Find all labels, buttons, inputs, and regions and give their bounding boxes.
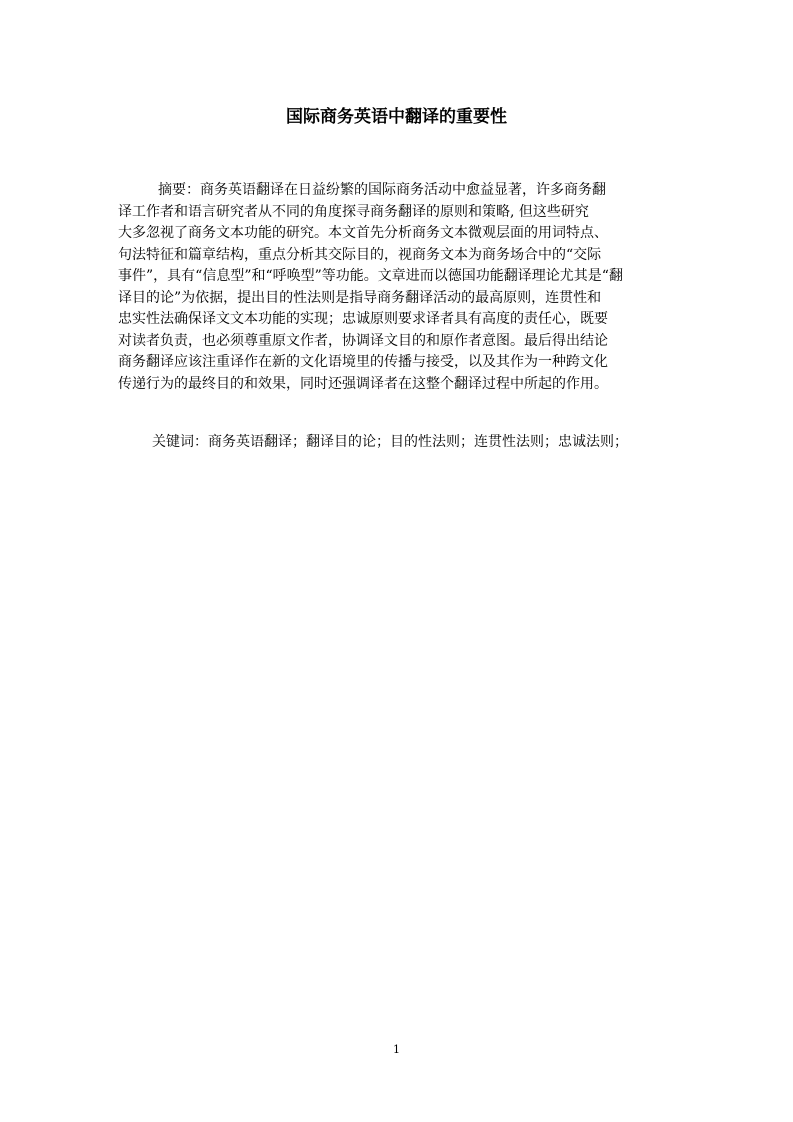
keywords-line: 关键词：商务英语翻译；翻译目的论；目的性法则；连贯性法则；忠诚法则；: [152, 434, 628, 450]
page-number: 1: [393, 1043, 400, 1056]
abstract-line: 句法特征和篇章结构，重点分析其交际目的，视商务文本为商务场合中的“交际: [118, 246, 602, 263]
abstract-line: 对读者负责，也必须尊重原文作者，协调译文目的和原作者意图。最后得出结论: [118, 332, 608, 349]
abstract-line: 译目的论”为依据，提出目的性法则是指导商务翻译活动的最高原则，连贯性和: [118, 289, 602, 306]
abstract-line: 事件”，具有“信息型”和“呼唤型”等功能。文章进而以德国功能翻译理论尤其是“翻: [118, 268, 623, 284]
abstract-line: 大多忽视了商务文本功能的研究。本文首先分析商务文本微观层面的用词特点、: [118, 225, 608, 241]
abstract-paragraph: [118, 180, 678, 395]
abstract-line: 忠实性法确保译文文本功能的实现；忠诚原则要求译者具有高度的责任心，既要: [118, 311, 608, 327]
document-title: 国际商务英语中翻译的重要性: [286, 107, 507, 127]
abstract-line: 传递行为的最终目的和效果，同时还强调译者在这整个翻译过程中所起的作用。: [118, 375, 608, 392]
abstract-line: 商务翻译应该注重译作在新的文化语境里的传播与接受，以及其作为一种跨文化: [118, 354, 608, 370]
abstract-line: 摘要：商务英语翻译在日益纷繁的国际商务活动中愈益显著，许多商务翻: [158, 182, 606, 198]
abstract-line: 译工作者和语言研究者从不同的角度探寻商务翻译的原则和策略, 但这些研究: [118, 203, 589, 220]
